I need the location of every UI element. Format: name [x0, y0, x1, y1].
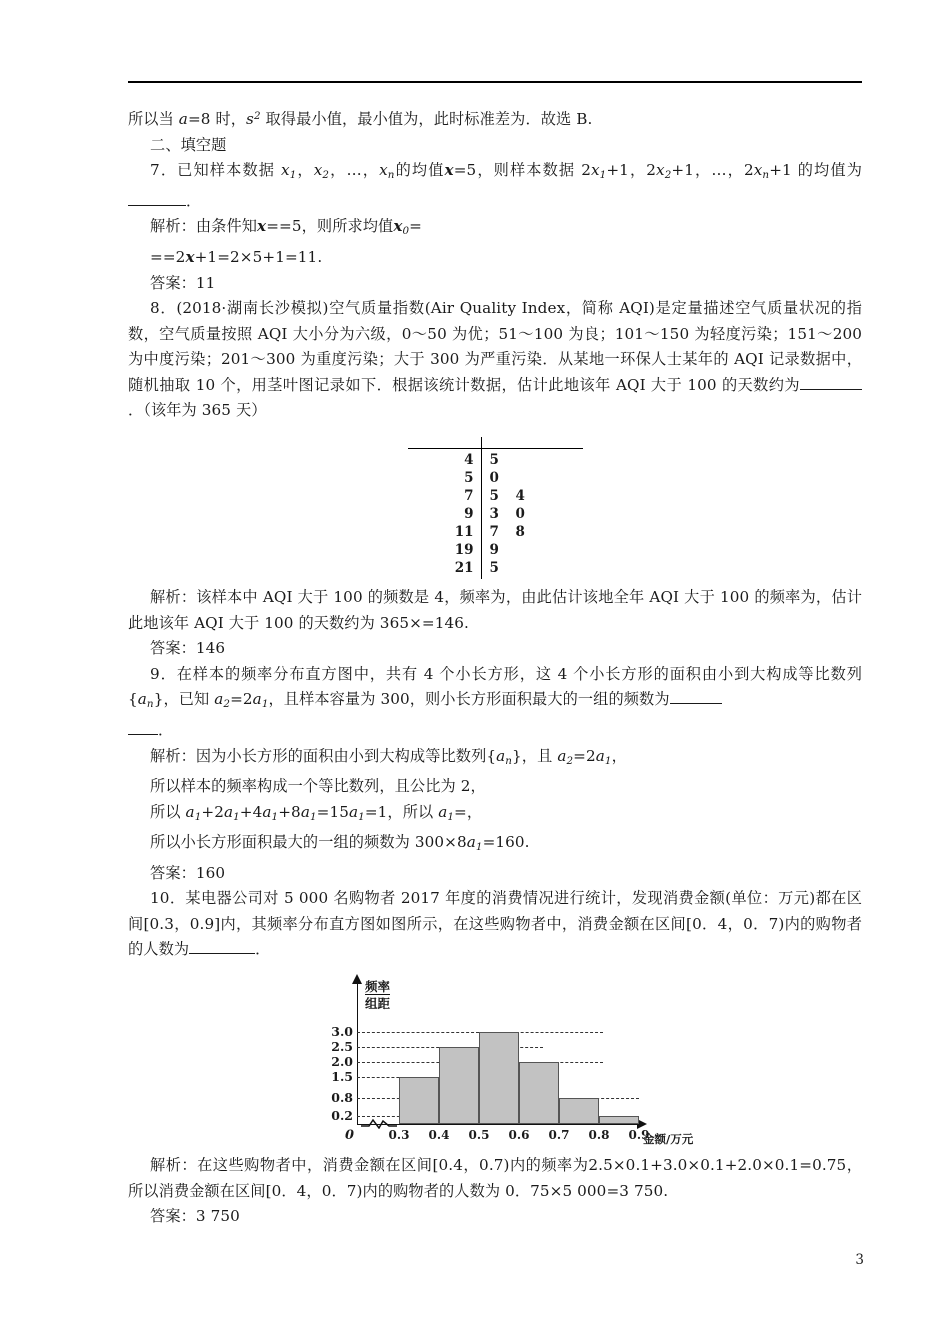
q9-number: 9．	[150, 664, 177, 683]
q6-var-a: a	[178, 110, 188, 129]
q7-xn: x	[379, 161, 388, 180]
leaf: 5	[489, 452, 499, 469]
q9-sol1-a2: a	[557, 746, 567, 765]
q9-sol1-a1-sub: 1	[604, 754, 612, 767]
x-tick-label: 0.4	[428, 1127, 450, 1142]
q9-an: a	[137, 690, 147, 709]
page-number: 3	[855, 1252, 864, 1268]
q9-an-sub: n	[146, 698, 154, 711]
stem-value: 11	[454, 524, 474, 541]
q9-sol3-x3: a	[262, 802, 272, 821]
q7-x1: x	[281, 161, 290, 180]
histogram-bar	[519, 1062, 559, 1124]
q9-solution-line-2: 所以样本的频率构成一个等比数列，且公比为 2，	[150, 777, 486, 795]
q6-prefix: 所以当	[128, 110, 179, 129]
q7-sol-c: =	[409, 217, 422, 236]
histogram-bar	[559, 1098, 599, 1124]
q9-sol3-x4-sub: 1	[309, 810, 317, 823]
q7-x2: x	[313, 161, 323, 180]
stem-leaf-row	[408, 487, 583, 505]
q9-sol1-a: 解析：因为小长方形的面积由小到大构成等比数列{	[150, 746, 497, 765]
q7-text-e: +1，…，2	[671, 161, 754, 180]
q9-sol3-x2: a	[223, 802, 234, 821]
q9-text-c: =2	[230, 690, 253, 709]
stem-leaf-row	[408, 469, 583, 487]
q9-solution-line-4	[128, 830, 862, 860]
q8-answer-blank[interactable]	[800, 374, 862, 389]
q7-t3: x	[753, 161, 763, 180]
q10-answer: 答案：3 750	[150, 1207, 240, 1226]
q6-var-s: s	[246, 110, 254, 129]
q9-text-b: }，已知	[153, 690, 215, 709]
header-rule	[128, 81, 862, 83]
q9-sol3-d: +8	[278, 802, 301, 821]
q6-var-s-exponent: 2	[253, 110, 261, 122]
q6-eq: =8 时，	[187, 110, 247, 129]
q9-answer: 答案：160	[150, 863, 226, 882]
q9-answer-blank-continued	[128, 718, 862, 744]
q7-text-b: 的均值	[394, 161, 445, 180]
q9-sol3-a: 所以	[150, 802, 186, 821]
q7-number: 7．	[150, 161, 178, 180]
leaf-values	[490, 541, 516, 559]
q7-dots: …，	[346, 161, 380, 180]
y-axis-tick-labels	[311, 971, 353, 1149]
leaf: 0	[515, 506, 525, 523]
leaf: 5	[489, 560, 499, 577]
q7-xbar: x	[444, 161, 454, 180]
q9-sol1-d: ，	[611, 746, 627, 765]
leaf: 8	[515, 524, 525, 541]
leaf-values	[490, 487, 542, 505]
q10-solution: 解析：在这些购物者中，消费金额在区间[0.4，0.7)内的频率为2.5×0.1+3.0×0.1+2.0×0.1=0.75，所以消费金额在区间[0．4，0．7)内的购物者的人数为 0．75×5 000=3 750.	[128, 1155, 862, 1200]
y-tick-label: 2.0	[331, 1053, 353, 1069]
q7-text-a: 已知样本数据	[177, 161, 282, 180]
stem-value: 21	[454, 560, 474, 577]
q8-number: 8．	[150, 299, 177, 318]
q10-answer-blank[interactable]	[189, 939, 255, 954]
q7-sol-a: 解析：由条件知	[150, 217, 258, 236]
q6-conclusion-line	[128, 104, 862, 133]
q7-sol2-x: x	[185, 247, 195, 266]
q9-sol1-b: }，且	[512, 746, 558, 765]
q8-solution: 解析：该样本中 AQI 大于 100 的频数是 4，频率为，由此估计该地全年 AQI 大于 100 的频率为，估计此地该年 AQI 大于 100 的天数约为 365×=146.	[128, 588, 862, 632]
question-8	[128, 296, 862, 424]
q7-answer-blank[interactable]	[128, 190, 186, 205]
stem-leaf-row	[408, 559, 583, 577]
leaf: 7	[489, 524, 499, 541]
q7-t2: x	[656, 161, 665, 180]
q9-a2: a	[214, 690, 224, 709]
q7-answer: 答案：11	[150, 273, 216, 292]
y-axis-label-numerator: 频率	[365, 978, 391, 994]
leaf: 0	[489, 470, 499, 487]
stem-value: 5	[464, 470, 474, 487]
q7-sol-xbar: x	[257, 217, 267, 236]
q9-a1: a	[252, 690, 262, 709]
histogram-bar	[439, 1047, 479, 1124]
q9-sol4-x: a	[466, 833, 476, 852]
q9-a1-sub: 1	[261, 698, 269, 711]
q7-solution-line-1	[128, 214, 862, 244]
q10-text: 某电器公司对 5 000 名购物者 2017 年度的消费情况进行统计，发现消费金额(单位：万元)都在区间[0.3，0.9]内，其频率分布直方图如图所示，在这些购物者中，消费金额在区间[0．4，0．7)内的购物者的人数为	[128, 889, 862, 959]
histogram-bar	[479, 1032, 519, 1124]
stem-value: 9	[464, 506, 474, 523]
q7-x1-sub: 1	[289, 169, 297, 182]
question-7: 7．已知样本数据 $x_1$，$x_2$，…，$x_n$的均值x=5，则样本数据 $2x_1+1$，$2x_2+1$，…，$2x_n+1$ 的均值为．	[128, 158, 862, 214]
q6-tail: 取得最小值，最小值为，此时标准差为．故选 B.	[260, 110, 593, 129]
q9-sol3-b: +2	[201, 802, 224, 821]
histogram-bar	[599, 1116, 639, 1124]
q9-sol1-an-sub: n	[505, 754, 513, 767]
y-tick-label: 2.5	[331, 1038, 353, 1054]
q9-sol3-g: =，	[454, 802, 483, 821]
stem-and-leaf-plot	[408, 437, 583, 579]
stem-value: 19	[454, 542, 474, 559]
stem-value: 4	[464, 452, 474, 469]
q9-answer-blank-2[interactable]	[128, 719, 158, 734]
q9-text-a: 在样本的频率分布直方图中，共有 4 个小长方形，这 4 个小长方形的面积由小到大构成等比数列{	[128, 664, 862, 709]
page-content	[128, 104, 862, 1230]
question-10	[128, 886, 862, 963]
q7-sol-y-sub: 0	[402, 225, 410, 238]
q7-t3-sub: n	[762, 169, 770, 182]
q9-sol3-x5-sub: 1	[358, 810, 365, 823]
q9-sol3-x4: a	[300, 802, 310, 821]
stem-leaf-horizontal-rule	[408, 448, 583, 449]
leaf: 4	[515, 488, 525, 505]
q9-period: ．	[158, 720, 174, 739]
q7-t2-sub: 2	[664, 169, 672, 182]
stem-leaf-row	[408, 523, 583, 541]
y-tick-label: 0.2	[331, 1107, 353, 1123]
x-tick-label: 0.8	[588, 1127, 610, 1142]
q7-text-d: +1，2	[606, 161, 657, 180]
q9-sol1-an: a	[496, 746, 506, 765]
q7-sol-y: x	[393, 217, 403, 236]
leaf: 5	[489, 488, 499, 505]
q8-answer: 答案：146	[150, 639, 226, 658]
q7-sol2-b: +1=2×5+1=11.	[194, 247, 323, 266]
q7-solution-line-2	[128, 245, 862, 271]
q9-sol3-x6-sub: 1	[447, 810, 455, 823]
q9-sol3-x1-sub: 1	[194, 810, 202, 823]
q9-sol3-x2-sub: 1	[233, 810, 240, 823]
q9-sol4-x-sub: 1	[475, 840, 483, 853]
q9-solution-line-1	[128, 744, 862, 774]
origin-label: 0	[345, 1127, 355, 1143]
q9-sol1-a2-sub: 2	[566, 754, 574, 767]
q9-answer-blank[interactable]	[670, 689, 722, 704]
section-heading-fill-in-blank: 二、填空题	[150, 135, 227, 154]
q9-sol4-a: 所以小长方形面积最大的一组的频数为 300×8	[150, 833, 467, 852]
q9-sol3-x3-sub: 1	[271, 810, 279, 823]
q10-number: 10．	[150, 889, 186, 908]
leaf-values	[490, 523, 542, 541]
q9-sol3-c: +4	[239, 802, 263, 821]
q9-sol1-c: =2	[573, 746, 596, 765]
q9-sol3-f: =1，所以	[364, 802, 439, 821]
y-tick-label: 0.8	[331, 1089, 353, 1105]
leaf-values	[490, 505, 542, 523]
leaf: 9	[489, 542, 499, 559]
q7-text-c: =5，则样本数据 2	[453, 161, 591, 180]
q9-sol3-e: =15	[316, 802, 349, 821]
leaf-values	[490, 469, 516, 487]
q7-period: ．	[186, 191, 202, 210]
q9-sol3-x1: a	[185, 802, 195, 821]
y-axis-label	[365, 979, 390, 1011]
stem-leaf-row	[408, 541, 583, 559]
x-tick-label: 0.9	[628, 1127, 650, 1142]
q9-solution-line-3	[128, 800, 862, 830]
q7-text-f: +1 的均值为	[769, 161, 862, 180]
q7-sol2-a: ==2	[150, 247, 186, 266]
x-axis-line	[357, 1124, 639, 1125]
y-tick-label: 3.0	[331, 1023, 353, 1039]
x-tick-label: 0.3	[388, 1127, 410, 1142]
q9-sol3-x5: a	[349, 802, 359, 821]
question-9	[128, 662, 862, 718]
frequency-histogram-chart	[285, 971, 705, 1149]
x-axis-label: 金额/万元	[643, 1131, 694, 1146]
leaf-values	[490, 559, 516, 577]
q9-a2-sub: 2	[223, 698, 231, 711]
stem-value: 7	[464, 488, 474, 505]
x-tick-label: 0.5	[468, 1127, 490, 1142]
q7-xn-sub: n	[387, 169, 395, 182]
y-axis-line	[357, 983, 358, 1125]
y-tick-label: 1.5	[331, 1068, 353, 1084]
q7-t1: x	[590, 161, 600, 180]
q10-tail: ．	[255, 940, 271, 959]
leaf-values	[490, 451, 516, 469]
q7-t1-sub: 1	[599, 169, 607, 182]
q9-sol4-b: =160.	[482, 833, 530, 852]
q7-sol-b: ==5，则所求均值	[266, 217, 394, 236]
q9-sol1-a1: a	[595, 746, 605, 765]
q9-text-d: ，且样本容量为 300，则小长方形面积最大的一组的频数为	[268, 690, 670, 709]
stem-leaf-row	[408, 451, 583, 469]
q8-text: (2018·湖南长沙模拟)空气质量指数(Air Quality Index，简称 AQI)是定量描述空气质量状况的指数，空气质量按照 AQI 大小分为六级，0～50 为优；51～100 为良；101～150 为轻度污染；151～200 为中度污染；201～300 为重度污染；大于 300 为严重污染．从某地一环保人士某年的 AQI 记录数据中，随机抽取 10 个，用茎叶图记录如下．根据该统计数据，估计此地该年 AQI 大于 100 的天数约为	[128, 299, 862, 394]
y-axis-label-denominator: 组距	[365, 995, 391, 1011]
q8-tail: ．（该年为 365 天）	[128, 401, 267, 420]
x-tick-label: 0.7	[548, 1127, 570, 1142]
stem-leaf-row	[408, 505, 583, 523]
histogram-bar	[399, 1077, 439, 1124]
q9-sol3-x6: a	[438, 802, 448, 821]
leaf: 3	[489, 506, 499, 523]
x-tick-label: 0.6	[508, 1127, 530, 1142]
q7-x2-sub: 2	[322, 169, 330, 182]
